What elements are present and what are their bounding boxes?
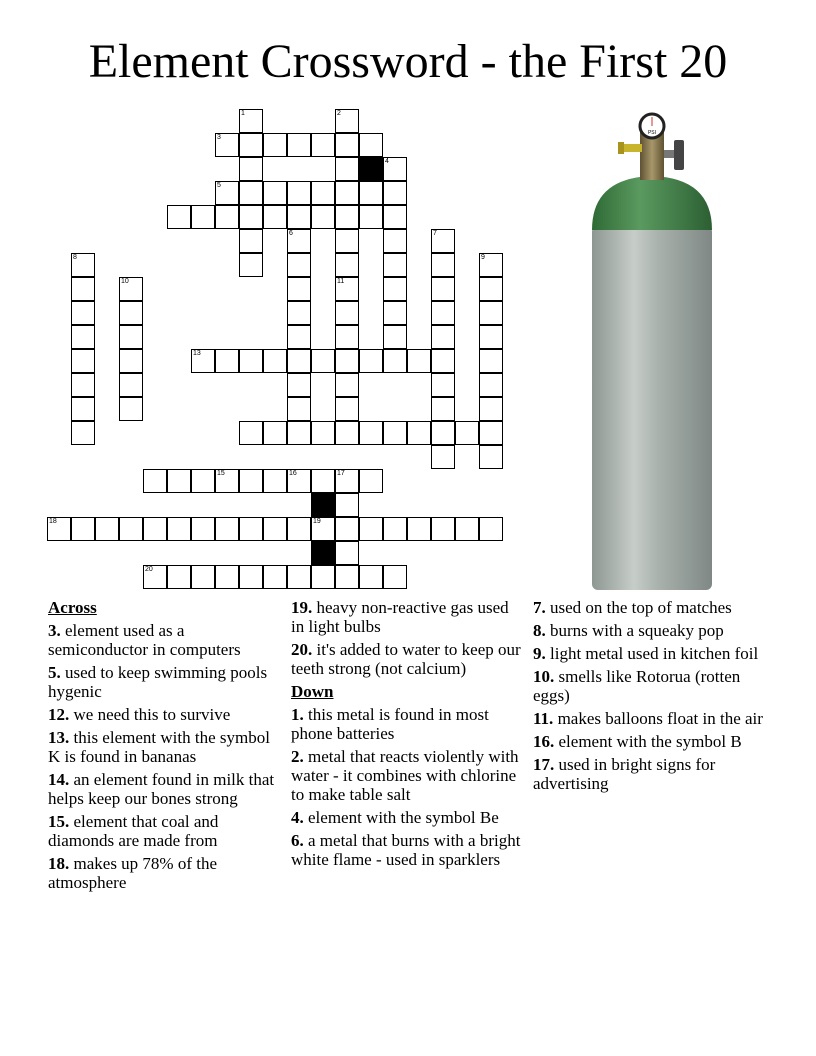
across-heading: Across xyxy=(48,598,97,617)
grid-cell[interactable] xyxy=(311,421,335,445)
clue-number: 9 xyxy=(481,254,485,261)
grid-cell[interactable] xyxy=(359,349,383,373)
grid-cell[interactable] xyxy=(479,397,503,421)
grid-cell[interactable] xyxy=(407,517,431,541)
clue-across-3: 3. element used as a semiconductor in computers xyxy=(48,621,241,659)
clue-across-12: 12. we need this to survive xyxy=(48,705,231,724)
grid-cell[interactable] xyxy=(383,253,407,277)
clue-down-1: 1. this metal is found in most phone batteries xyxy=(291,705,489,743)
grid-cell[interactable] xyxy=(479,373,503,397)
grid-cell[interactable] xyxy=(263,181,287,205)
grid-cell[interactable] xyxy=(239,109,263,133)
grid-cell[interactable] xyxy=(119,277,143,301)
grid-cell[interactable] xyxy=(335,421,359,445)
clue-across-20: 20. it's added to water to keep our teeth strong (not calcium) xyxy=(291,640,521,678)
grid-cell[interactable] xyxy=(335,133,359,157)
grid-cell[interactable] xyxy=(263,133,287,157)
grid-cell[interactable] xyxy=(263,421,287,445)
grid-cell[interactable] xyxy=(239,565,263,589)
grid-cell[interactable] xyxy=(383,205,407,229)
clue-number: 20 xyxy=(145,566,153,573)
grid-cell[interactable] xyxy=(167,205,191,229)
clue-across-18: 18. makes up 78% of the atmosphere xyxy=(48,854,218,892)
grid-cell[interactable] xyxy=(191,565,215,589)
grid-cell[interactable] xyxy=(71,421,95,445)
grid-cell[interactable] xyxy=(431,373,455,397)
grid-cell[interactable] xyxy=(71,277,95,301)
grid-cell[interactable] xyxy=(71,301,95,325)
grid-cell[interactable] xyxy=(71,253,95,277)
grid-cell[interactable] xyxy=(215,349,239,373)
grid-cell[interactable] xyxy=(95,517,119,541)
grid-cell[interactable] xyxy=(239,229,263,253)
down-heading: Down xyxy=(291,682,334,701)
grid-cell[interactable] xyxy=(335,109,359,133)
grid-cell[interactable] xyxy=(311,349,335,373)
grid-cell[interactable] xyxy=(215,565,239,589)
grid-cell[interactable] xyxy=(335,181,359,205)
grid-cell[interactable] xyxy=(335,301,359,325)
grid-cell[interactable] xyxy=(335,157,359,181)
clue-down-6: 6. a metal that burns with a bright white flame - used in sparklers xyxy=(291,831,521,869)
blocked-cell xyxy=(311,541,335,565)
grid-cell[interactable] xyxy=(287,517,311,541)
grid-cell[interactable] xyxy=(335,517,359,541)
clue-number: 15 xyxy=(217,470,225,477)
grid-cell[interactable] xyxy=(143,517,167,541)
clue-down-10: 10. smells like Rotorua (rotten eggs) xyxy=(533,667,741,705)
grid-cell[interactable] xyxy=(431,517,455,541)
grid-cell[interactable] xyxy=(311,181,335,205)
grid-cell[interactable] xyxy=(287,397,311,421)
blocked-cell xyxy=(311,493,335,517)
grid-cell[interactable] xyxy=(71,517,95,541)
blocked-cell xyxy=(359,157,383,181)
grid-cell[interactable] xyxy=(239,421,263,445)
grid-cell[interactable] xyxy=(359,469,383,493)
grid-cell[interactable] xyxy=(311,469,335,493)
clue-number: 1 xyxy=(241,110,245,117)
grid-cell[interactable] xyxy=(335,229,359,253)
grid-cell[interactable] xyxy=(287,133,311,157)
grid-cell[interactable] xyxy=(431,349,455,373)
grid-cell[interactable] xyxy=(215,181,239,205)
grid-cell[interactable] xyxy=(383,325,407,349)
clue-across-5: 5. used to keep swimming pools hygenic xyxy=(48,663,268,701)
clue-number: 17 xyxy=(337,470,345,477)
cylinder-body xyxy=(592,226,712,590)
grid-cell[interactable] xyxy=(215,517,239,541)
grid-cell[interactable] xyxy=(287,253,311,277)
clue-number: 13 xyxy=(193,350,201,357)
grid-cell[interactable] xyxy=(335,325,359,349)
grid-cell[interactable] xyxy=(239,157,263,181)
clue-number: 11 xyxy=(337,278,345,285)
grid-cell[interactable] xyxy=(47,517,71,541)
clue-number: 16 xyxy=(289,470,297,477)
grid-cell[interactable] xyxy=(383,349,407,373)
clue-column-1 xyxy=(48,598,286,896)
clue-down-16: 16. element with the symbol B xyxy=(533,732,742,751)
grid-cell[interactable] xyxy=(119,517,143,541)
clue-down-11: 11. makes balloons float in the air xyxy=(533,709,763,728)
grid-cell[interactable] xyxy=(407,421,431,445)
grid-cell[interactable] xyxy=(287,469,311,493)
clue-down-8: 8. burns with a squeaky pop xyxy=(533,621,724,640)
grid-cell[interactable] xyxy=(383,157,407,181)
grid-cell[interactable] xyxy=(335,565,359,589)
gauge-label: PSI xyxy=(647,130,657,136)
grid-cell[interactable] xyxy=(311,133,335,157)
clue-number: 7 xyxy=(433,230,437,237)
grid-cell[interactable] xyxy=(167,469,191,493)
grid-cell[interactable] xyxy=(263,205,287,229)
grid-cell[interactable] xyxy=(191,349,215,373)
grid-cell[interactable] xyxy=(215,469,239,493)
grid-cell[interactable] xyxy=(287,325,311,349)
grid-cell[interactable] xyxy=(239,469,263,493)
grid-cell[interactable] xyxy=(335,541,359,565)
grid-cell[interactable] xyxy=(143,565,167,589)
grid-cell[interactable] xyxy=(479,517,503,541)
clue-across-19: 19. heavy non-reactive gas used in light bulbs xyxy=(291,598,509,636)
clue-number: 3 xyxy=(217,134,221,141)
gas-cylinder-illustration xyxy=(580,108,720,592)
grid-cell[interactable] xyxy=(479,277,503,301)
grid-cell[interactable] xyxy=(287,205,311,229)
clue-number: 10 xyxy=(121,278,129,285)
grid-cell[interactable] xyxy=(71,397,95,421)
grid-cell[interactable] xyxy=(359,133,383,157)
grid-cell[interactable] xyxy=(431,253,455,277)
grid-cell[interactable] xyxy=(143,469,167,493)
grid-cell[interactable] xyxy=(383,421,407,445)
grid-cell[interactable] xyxy=(479,253,503,277)
clue-number: 4 xyxy=(385,158,389,165)
grid-cell[interactable] xyxy=(191,517,215,541)
grid-cell[interactable] xyxy=(431,397,455,421)
grid-cell[interactable] xyxy=(407,349,431,373)
clue-column-2 xyxy=(291,598,523,873)
valve-knob xyxy=(664,140,684,170)
grid-cell[interactable] xyxy=(287,181,311,205)
clue-number: 2 xyxy=(337,110,341,117)
clue-down-2: 2. metal that reacts violently with water - it combines with chlorine to make table salt xyxy=(291,747,519,804)
grid-cell[interactable] xyxy=(71,325,95,349)
grid-cell[interactable] xyxy=(239,205,263,229)
grid-cell[interactable] xyxy=(479,325,503,349)
grid-cell[interactable] xyxy=(239,517,263,541)
grid-cell[interactable] xyxy=(311,205,335,229)
grid-cell[interactable] xyxy=(455,421,479,445)
grid-cell[interactable] xyxy=(119,397,143,421)
grid-cell[interactable] xyxy=(431,229,455,253)
grid-cell[interactable] xyxy=(191,469,215,493)
grid-cell[interactable] xyxy=(263,349,287,373)
grid-cell[interactable] xyxy=(479,301,503,325)
grid-cell[interactable] xyxy=(335,469,359,493)
grid-cell[interactable] xyxy=(335,277,359,301)
grid-cell[interactable] xyxy=(239,181,263,205)
grid-cell[interactable] xyxy=(215,133,239,157)
clue-down-9: 9. light metal used in kitchen foil xyxy=(533,644,759,663)
grid-cell[interactable] xyxy=(119,325,143,349)
grid-cell[interactable] xyxy=(239,253,263,277)
grid-cell[interactable] xyxy=(479,349,503,373)
grid-cell[interactable] xyxy=(167,565,191,589)
grid-cell[interactable] xyxy=(215,205,239,229)
grid-cell[interactable] xyxy=(431,445,455,469)
clue-across-14: 14. an element found in milk that helps keep our bones strong xyxy=(48,770,275,808)
grid-cell[interactable] xyxy=(119,373,143,397)
grid-cell[interactable] xyxy=(431,421,455,445)
grid-cell[interactable] xyxy=(119,301,143,325)
grid-cell[interactable] xyxy=(383,565,407,589)
cylinder-top xyxy=(592,176,712,230)
clue-number: 18 xyxy=(49,518,57,525)
clue-number: 5 xyxy=(217,182,221,189)
grid-cell[interactable] xyxy=(71,349,95,373)
grid-cell[interactable] xyxy=(335,205,359,229)
clue-down-4: 4. element with the symbol Be xyxy=(291,808,499,827)
grid-cell[interactable] xyxy=(383,181,407,205)
grid-cell[interactable] xyxy=(335,493,359,517)
page-title: Element Crossword - the First 20 xyxy=(88,35,728,88)
grid-cell[interactable] xyxy=(239,133,263,157)
grid-cell[interactable] xyxy=(119,349,143,373)
clue-across-13: 13. this element with the symbol K is found in bananas xyxy=(48,728,270,766)
grid-cell[interactable] xyxy=(479,445,503,469)
clue-number: 6 xyxy=(289,230,293,237)
grid-cell[interactable] xyxy=(359,565,383,589)
pressure-gauge-icon xyxy=(640,114,664,138)
grid-cell[interactable] xyxy=(287,349,311,373)
grid-cell[interactable] xyxy=(383,229,407,253)
grid-cell[interactable] xyxy=(383,277,407,301)
grid-cell[interactable] xyxy=(359,205,383,229)
grid-cell[interactable] xyxy=(263,469,287,493)
grid-cell[interactable] xyxy=(239,349,263,373)
valve-fitting xyxy=(618,142,642,154)
grid-cell[interactable] xyxy=(287,277,311,301)
clue-down-7: 7. used on the top of matches xyxy=(533,598,732,617)
grid-cell[interactable] xyxy=(287,421,311,445)
grid-cell[interactable] xyxy=(383,517,407,541)
grid-cell[interactable] xyxy=(311,565,335,589)
grid-cell[interactable] xyxy=(335,349,359,373)
grid-cell[interactable] xyxy=(263,517,287,541)
grid-cell[interactable] xyxy=(71,373,95,397)
grid-cell[interactable] xyxy=(335,397,359,421)
grid-cell[interactable] xyxy=(359,517,383,541)
clue-number: 19 xyxy=(313,518,321,525)
grid-cell[interactable] xyxy=(287,373,311,397)
clue-across-15: 15. element that coal and diamonds are made from xyxy=(48,812,219,850)
grid-cell[interactable] xyxy=(167,517,191,541)
grid-cell[interactable] xyxy=(383,301,407,325)
grid-cell[interactable] xyxy=(263,565,287,589)
grid-cell[interactable] xyxy=(431,325,455,349)
clue-number: 8 xyxy=(73,254,77,261)
grid-cell[interactable] xyxy=(359,181,383,205)
grid-cell[interactable] xyxy=(455,517,479,541)
grid-cell[interactable] xyxy=(479,421,503,445)
grid-cell[interactable] xyxy=(359,421,383,445)
clue-column-3 xyxy=(533,598,763,797)
grid-cell[interactable] xyxy=(191,205,215,229)
clue-down-17: 17. used in bright signs for advertising xyxy=(533,755,716,793)
grid-cell[interactable] xyxy=(335,373,359,397)
grid-cell[interactable] xyxy=(431,277,455,301)
grid-cell[interactable] xyxy=(335,253,359,277)
grid-cell[interactable] xyxy=(287,565,311,589)
grid-cell[interactable] xyxy=(311,517,335,541)
grid-cell[interactable] xyxy=(287,301,311,325)
grid-cell[interactable] xyxy=(431,301,455,325)
grid-cell[interactable] xyxy=(287,229,311,253)
